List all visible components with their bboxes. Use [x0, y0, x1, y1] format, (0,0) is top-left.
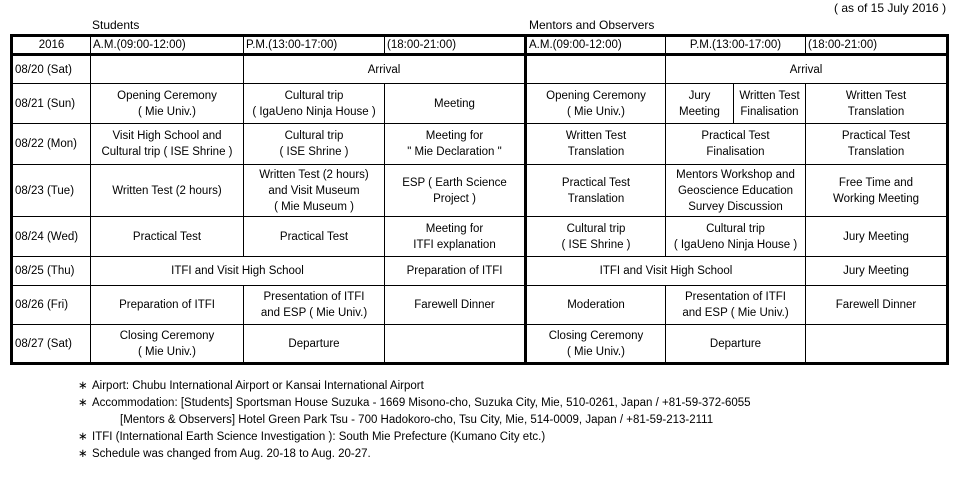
schedule-cell: Mentors Workshop and Geoscience Education Survey Discussion	[666, 165, 806, 217]
header-students-pm: P.M.(13:00-17:00)	[244, 36, 385, 55]
date-cell: 08/27 (Sat)	[12, 325, 91, 364]
note-airport: ∗ Airport: Chubu International Airport or Kansai International Airport	[78, 378, 751, 395]
schedule-cell: ITFI and Visit High School	[526, 257, 806, 286]
asterisk-icon: ∗	[78, 397, 88, 409]
header-row	[12, 36, 948, 55]
schedule-cell: Practical Test Translation	[806, 124, 948, 165]
header-year: 2016	[12, 36, 91, 55]
schedule-cell: Presentation of ITFI and ESP ( Mie Univ.)	[666, 286, 806, 325]
schedule-cell: Meeting	[385, 84, 526, 124]
schedule-cell: Jury Meeting	[806, 217, 948, 257]
schedule-cell: Written Test (2 hours)	[91, 165, 244, 217]
date-cell: 08/26 (Fri)	[12, 286, 91, 325]
schedule-cell: Practical Test Translation	[526, 165, 666, 217]
schedule-cell: Closing Ceremony ( Mie Univ.)	[526, 325, 666, 364]
schedule-cell: Cultural trip ( ISE Shrine )	[526, 217, 666, 257]
date-cell: 08/20 (Sat)	[12, 55, 91, 84]
schedule-cell: Written Test Translation	[526, 124, 666, 165]
date-cell: 08/25 (Thu)	[12, 257, 91, 286]
schedule-cell-empty	[806, 325, 948, 364]
header-mentors-am: A.M.(09:00-12:00)	[526, 36, 666, 55]
note-itfi: ∗ ITFI (International Earth Science Investigation ): South Mie Prefecture (Kumano City etc.)	[78, 429, 751, 446]
schedule-cell: Written Test Finalisation	[734, 84, 806, 124]
schedule-cell: Farewell Dinner	[385, 286, 526, 325]
schedule-cell: Practical Test	[91, 217, 244, 257]
schedule-cell-empty	[385, 325, 526, 364]
schedule-cell: Meeting for " Mie Declaration "	[385, 124, 526, 165]
schedule-cell-empty	[91, 55, 244, 84]
date-cell: 08/24 (Wed)	[12, 217, 91, 257]
schedule-cell: Farewell Dinner	[806, 286, 948, 325]
header-mentors-pm: P.M.(13:00-17:00)	[666, 36, 806, 55]
table-row	[12, 124, 948, 165]
table-row	[12, 165, 948, 217]
table-row	[12, 286, 948, 325]
schedule-cell: ITFI and Visit High School	[91, 257, 385, 286]
schedule-cell: Presentation of ITFI and ESP ( Mie Univ.)	[244, 286, 385, 325]
schedule-cell: Departure	[666, 325, 806, 364]
table-row	[12, 55, 948, 84]
schedule-cell: Written Test (2 hours) and Visit Museum ( Mie Museum )	[244, 165, 385, 217]
schedule-cell: Opening Ceremony ( Mie Univ.)	[91, 84, 244, 124]
table-row	[12, 84, 948, 124]
notes-section	[78, 378, 751, 463]
date-cell: 08/21 (Sun)	[12, 84, 91, 124]
schedule-cell: Arrival	[666, 55, 948, 84]
schedule-cell: Cultural trip ( ISE Shrine )	[244, 124, 385, 165]
header-students-am: A.M.(09:00-12:00)	[91, 36, 244, 55]
table-row	[12, 217, 948, 257]
asterisk-icon: ∗	[78, 431, 88, 443]
note-schedule-changed: ∗ Schedule was changed from Aug. 20-18 to Aug. 20-27.	[78, 446, 751, 463]
schedule-cell: Preparation of ITFI	[91, 286, 244, 325]
schedule-cell: Preparation of ITFI	[385, 257, 526, 286]
schedule-cell: Practical Test Finalisation	[666, 124, 806, 165]
schedule-cell: Arrival	[244, 55, 526, 84]
note-accommodation-mentors: [Mentors & Observers] Hotel Green Park Tsu - 700 Hadokoro-cho, Tsu City, Mie, 514-0009, Japan / +81-59-213-2111	[120, 414, 714, 426]
schedule-cell: Jury Meeting	[666, 84, 734, 124]
schedule-cell: Written Test Translation	[806, 84, 948, 124]
asterisk-icon: ∗	[78, 448, 88, 460]
schedule-cell: Closing Ceremony ( Mie Univ.)	[91, 325, 244, 364]
schedule-cell: ESP ( Earth Science Project )	[385, 165, 526, 217]
header-mentors-evening: (18:00-21:00)	[806, 36, 948, 55]
note-accommodation: ∗ Accommodation: [Students] Sportsman House Suzuka - 1669 Misono-cho, Suzuka City, Mie, 510-0261, Japan / +81-59-372-6055	[78, 395, 751, 412]
table-row	[12, 257, 948, 286]
schedule-cell: Free Time and Working Meeting	[806, 165, 948, 217]
asterisk-icon: ∗	[78, 380, 88, 392]
schedule-cell: Cultural trip ( IgaUeno Ninja House )	[244, 84, 385, 124]
schedule-cell-empty	[526, 55, 666, 84]
schedule-cell: Jury Meeting	[806, 257, 948, 286]
table-row	[12, 325, 948, 364]
date-cell: 08/23 (Tue)	[12, 165, 91, 217]
schedule-cell: Cultural trip ( IgaUeno Ninja House )	[666, 217, 806, 257]
schedule-cell: Meeting for ITFI explanation	[385, 217, 526, 257]
as-of-date: ( as of 15 July 2016 )	[834, 1, 947, 15]
mentors-group-label: Mentors and Observers	[529, 18, 655, 32]
schedule-cell: Moderation	[526, 286, 666, 325]
header-students-evening: (18:00-21:00)	[385, 36, 526, 55]
schedule-table	[10, 34, 949, 365]
schedule-cell: Departure	[244, 325, 385, 364]
students-group-label: Students	[92, 18, 140, 32]
schedule-cell: Visit High School and Cultural trip ( ISE Shrine )	[91, 124, 244, 165]
schedule-cell: Practical Test	[244, 217, 385, 257]
schedule-cell: Opening Ceremony ( Mie Univ.)	[526, 84, 666, 124]
date-cell: 08/22 (Mon)	[12, 124, 91, 165]
